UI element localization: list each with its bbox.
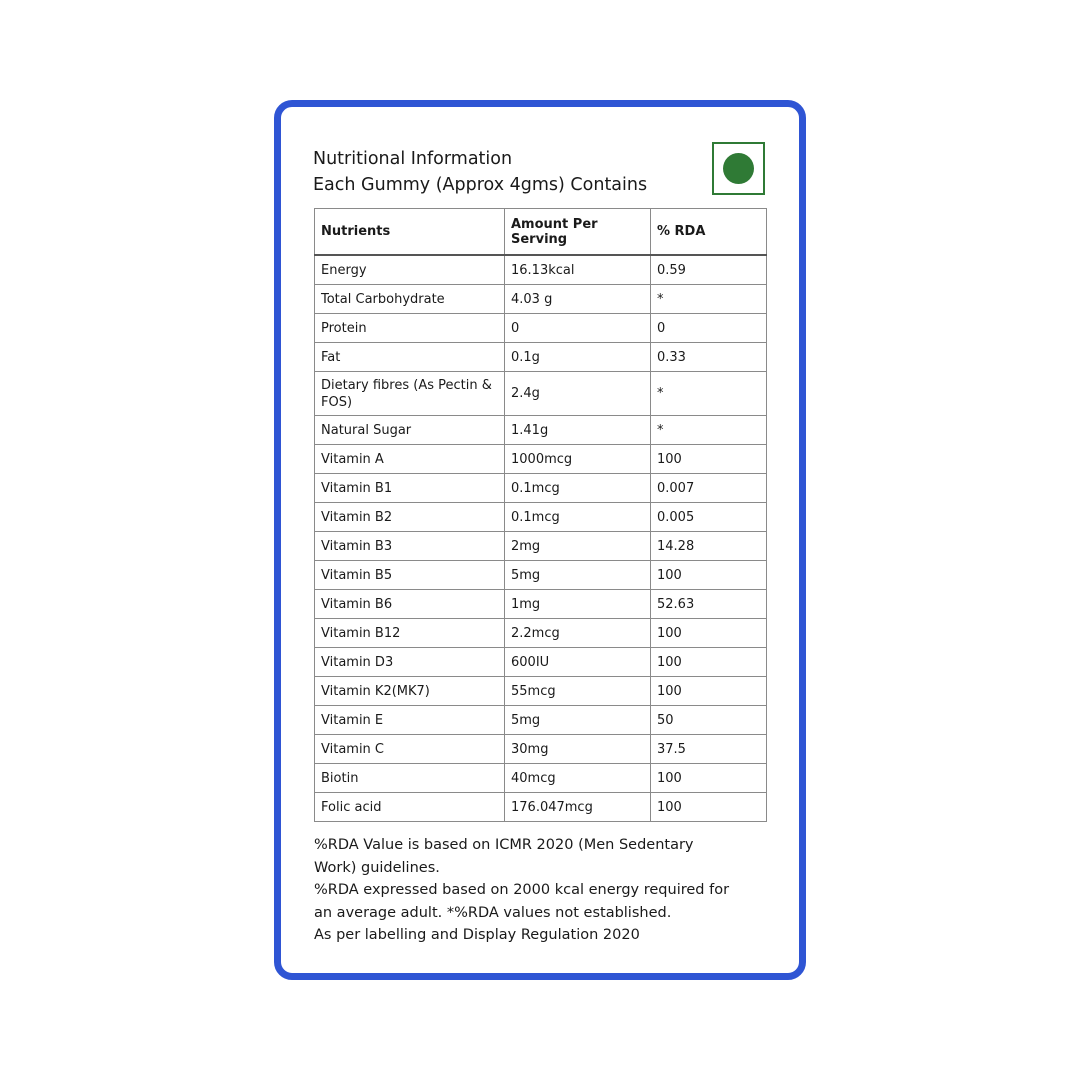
nutrient-name: Vitamin K2(MK7) <box>315 677 505 706</box>
nutrient-name: Dietary fibres (As Pectin & FOS) <box>315 372 505 416</box>
nutrient-name: Vitamin B6 <box>315 590 505 619</box>
nutrient-rda: 100 <box>651 445 767 474</box>
nutrient-name: Vitamin B12 <box>315 619 505 648</box>
nutrient-amount: 30mg <box>505 735 651 764</box>
nutrient-rda: 50 <box>651 706 767 735</box>
nutrient-rda: * <box>651 372 767 416</box>
nutrient-amount: 16.13kcal <box>505 255 651 285</box>
nutrition-heading <box>313 146 693 198</box>
header-amount: Amount Per Serving <box>505 209 651 256</box>
footnote-line: an average adult. *%RDA values not established. <box>314 904 672 921</box>
table-row <box>315 532 767 561</box>
nutrient-name: Folic acid <box>315 793 505 822</box>
table-row <box>315 343 767 372</box>
nutrient-rda: 100 <box>651 677 767 706</box>
heading-title: Nutritional Information <box>313 149 513 169</box>
table-row <box>315 764 767 793</box>
nutrient-name: Total Carbohydrate <box>315 285 505 314</box>
nutrient-name: Biotin <box>315 764 505 793</box>
nutrient-amount: 1000mcg <box>505 445 651 474</box>
heading-subtitle: Each Gummy (Approx 4gms) Contains <box>313 175 648 195</box>
table-row <box>315 793 767 822</box>
table-row <box>315 590 767 619</box>
nutrient-amount: 0.1mcg <box>505 503 651 532</box>
nutrient-amount: 0.1g <box>505 343 651 372</box>
nutrient-rda: 0.33 <box>651 343 767 372</box>
nutrient-amount: 55mcg <box>505 677 651 706</box>
nutrient-rda: 37.5 <box>651 735 767 764</box>
table-row <box>315 372 767 416</box>
nutrient-amount: 0 <box>505 314 651 343</box>
nutrient-rda: * <box>651 285 767 314</box>
table-row <box>315 648 767 677</box>
nutrient-name: Vitamin E <box>315 706 505 735</box>
table-row <box>315 314 767 343</box>
table-row <box>315 619 767 648</box>
nutrient-rda: 100 <box>651 648 767 677</box>
rda-footnotes <box>314 834 774 947</box>
table-row <box>315 706 767 735</box>
nutrient-name: Vitamin B2 <box>315 503 505 532</box>
nutrient-rda: 100 <box>651 793 767 822</box>
nutrient-rda: 0.005 <box>651 503 767 532</box>
nutrient-rda: 0 <box>651 314 767 343</box>
footnote-line: Work) guidelines. <box>314 859 440 876</box>
nutrient-rda: 0.007 <box>651 474 767 503</box>
header-rda: % RDA <box>651 209 767 256</box>
footnote-line: %RDA expressed based on 2000 kcal energy required for <box>314 882 730 898</box>
nutrient-name: Vitamin C <box>315 735 505 764</box>
nutrient-name: Vitamin B5 <box>315 561 505 590</box>
nutrient-name: Vitamin A <box>315 445 505 474</box>
table-row <box>315 445 767 474</box>
table-row <box>315 474 767 503</box>
table-row <box>315 503 767 532</box>
nutrient-name: Natural Sugar <box>315 416 505 445</box>
nutrient-name: Energy <box>315 255 505 285</box>
nutrient-amount: 1.41g <box>505 416 651 445</box>
nutrient-rda: 0.59 <box>651 255 767 285</box>
table-row <box>315 677 767 706</box>
table-header-row <box>315 209 767 256</box>
nutrient-name: Vitamin B3 <box>315 532 505 561</box>
nutrient-rda: * <box>651 416 767 445</box>
table-row <box>315 285 767 314</box>
footnote-line: As per labelling and Display Regulation 2020 <box>314 927 640 943</box>
table-row <box>315 561 767 590</box>
nutrient-amount: 600IU <box>505 648 651 677</box>
nutrition-table <box>314 208 767 822</box>
nutrient-name: Protein <box>315 314 505 343</box>
footnote-line: %RDA Value is based on ICMR 2020 (Men Sedentary <box>314 837 694 853</box>
nutrient-amount: 2mg <box>505 532 651 561</box>
nutrient-amount: 2.4g <box>505 372 651 416</box>
nutrient-amount: 1mg <box>505 590 651 619</box>
nutrient-rda: 100 <box>651 764 767 793</box>
table-row <box>315 416 767 445</box>
table-row <box>315 735 767 764</box>
nutrient-name: Vitamin B1 <box>315 474 505 503</box>
nutrient-amount: 5mg <box>505 706 651 735</box>
header-nutrients: Nutrients <box>315 209 505 256</box>
veg-mark-icon <box>712 142 765 195</box>
nutrient-name: Vitamin D3 <box>315 648 505 677</box>
nutrient-amount: 0.1mcg <box>505 474 651 503</box>
nutrient-amount: 4.03 g <box>505 285 651 314</box>
nutrient-rda: 100 <box>651 561 767 590</box>
nutrient-rda: 14.28 <box>651 532 767 561</box>
table-row <box>315 255 767 285</box>
nutrient-rda: 100 <box>651 619 767 648</box>
nutrient-amount: 2.2mcg <box>505 619 651 648</box>
veg-dot-icon <box>723 153 754 184</box>
nutrient-amount: 5mg <box>505 561 651 590</box>
nutrient-name: Fat <box>315 343 505 372</box>
nutrient-rda: 52.63 <box>651 590 767 619</box>
nutrient-amount: 40mcg <box>505 764 651 793</box>
nutrient-amount: 176.047mcg <box>505 793 651 822</box>
